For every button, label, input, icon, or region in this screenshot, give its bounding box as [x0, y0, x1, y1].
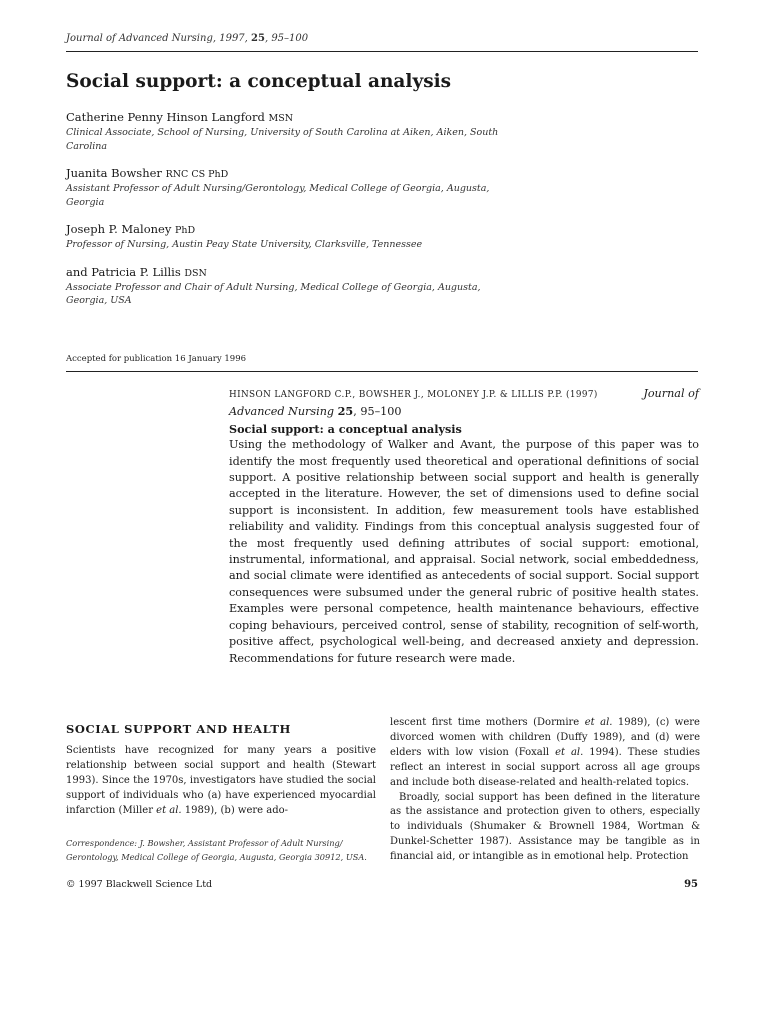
abstract-text: Using the methodology of Walker and Avant, the purpose of this paper was to identify the most frequently used theoretical and operational definitions of social support. A positive relationship between social support and health is generally accepted in the literature. However, the set of dimensions used to define social support is inconsistent. In addition, few measurement tools have established reliability and validity. Findings from this conceptual analysis suggested four of the most frequently used defining attributes of social support: emotional, instrumental, informational, and appraisal. Social network, social embeddedness, and social climate were identified as antecedents of social support. Social support consequences were subsumed under the general rubric of positive health states. Examples were personal competence, health maintenance behaviours, effective coping behaviours, perceived control, sense of stability, recognition of self-worth, positive affect, psychological well-being, and decreased anxiety and depression. Recommendations for future research were made. [229, 438, 699, 665]
section-heading: SOCIAL SUPPORT AND HEALTH [66, 722, 291, 736]
author-name: Catherine Penny Hinson Langford [66, 110, 265, 124]
author-affiliation: Associate Professor and Chair of Adult Nursing, Medical College of Georgia, Augusta, Georgia, USA [66, 281, 481, 306]
running-head-volume: 25 [251, 33, 265, 44]
text-run: 1989), (b) were ado- [181, 804, 289, 816]
body-paragraph [390, 716, 700, 791]
accepted-date: Accepted for publication 16 January 1996 [66, 354, 247, 364]
header-rule [66, 51, 698, 52]
author-degree: DSN [184, 267, 207, 279]
author-name: Juanita Bowsher [66, 166, 162, 180]
text-run-italic: et al. [555, 746, 584, 758]
correspondence-note: Correspondence: J. Bowsher, Assistant Professor of Adult Nursing/ Gerontology, Medical College of Georgia, Augusta, Georgia 30912, USA. [66, 838, 367, 862]
running-head-pages: 95–100 [271, 33, 309, 44]
text-run: lescent first time mothers (Dormire [390, 717, 585, 728]
body-paragraph [66, 744, 376, 819]
citation-pages: , 95–100 [353, 405, 402, 419]
left-column [66, 722, 376, 818]
author-degree: PhD [174, 225, 196, 236]
author-block [66, 222, 506, 252]
citation-volume: 25 [337, 404, 354, 419]
text-run: 1989), (c) were divorced women with children (Duffy 1989), and (d) were elders with low vision (Foxall [390, 717, 700, 758]
author-degree: MSN [268, 113, 294, 124]
accepted-rule [66, 371, 698, 372]
abstract-citation [229, 386, 699, 421]
citation-authors: HINSON LANGFORD C.P., BOWSHER J., MOLONEY J.P. & LILLIS P.P. (1997) [229, 390, 598, 400]
author-block [66, 166, 506, 209]
body-paragraph: Broadly, social support has been defined in the literature as the assistance and protection given to others, especially to individuals (Shumaker & Brownell 1984, Wortman & Dunkel-Schetter 1987). Assistance may be tangible as in financial aid, or intangible as in emotional help. Protection [390, 791, 700, 863]
citation-journal-b: Advanced Nursing [229, 405, 335, 419]
author-name: Joseph P. Maloney [66, 222, 172, 236]
citation-journal-a: Journal of [643, 387, 699, 400]
text-run: 1994). These studies reflect an interest in social support across all age groups and include both disease-related and health-related topics. [390, 746, 700, 788]
abstract-title: Social support: a conceptual analysis [229, 421, 462, 436]
text-run-italic: et al. [156, 804, 182, 816]
text-run-italic: et al. [584, 717, 613, 728]
abstract [229, 386, 699, 667]
author-degree: RNC CS PhD [165, 169, 229, 180]
author-block [66, 110, 506, 153]
author-affiliation: Assistant Professor of Adult Nursing/Gerontology, Medical College of Georgia, Augusta, Georgia [66, 183, 490, 208]
article-title: Social support: a conceptual analysis [66, 71, 452, 92]
copyright-notice: © 1997 Blackwell Science Ltd [66, 879, 213, 890]
running-head-year: 1997 [219, 33, 245, 44]
page-number: 95 [684, 879, 698, 890]
running-head: Journal of Advanced Nursing, 1997, 25, 95–100 [66, 33, 309, 44]
author-affiliation: Professor of Nursing, Austin Peay State University, Clarksville, Tennessee [66, 239, 423, 250]
author-affiliation: Clinical Associate, School of Nursing, University of South Carolina at Aiken, Aiken, South Carolina [66, 127, 499, 152]
author-block [66, 265, 506, 308]
right-column [390, 716, 700, 865]
author-list [66, 110, 506, 321]
author-name: and Patricia P. Lillis [66, 264, 181, 279]
running-head-journal: Journal of Advanced Nursing [66, 33, 213, 44]
text-run: Scientists have recognized for many years a positive relationship between social support and health (Stewart 1993). Since the 1970s, investigators have studied the social support of individuals who (a) have experienced myocardial infarction (Miller [66, 744, 376, 816]
